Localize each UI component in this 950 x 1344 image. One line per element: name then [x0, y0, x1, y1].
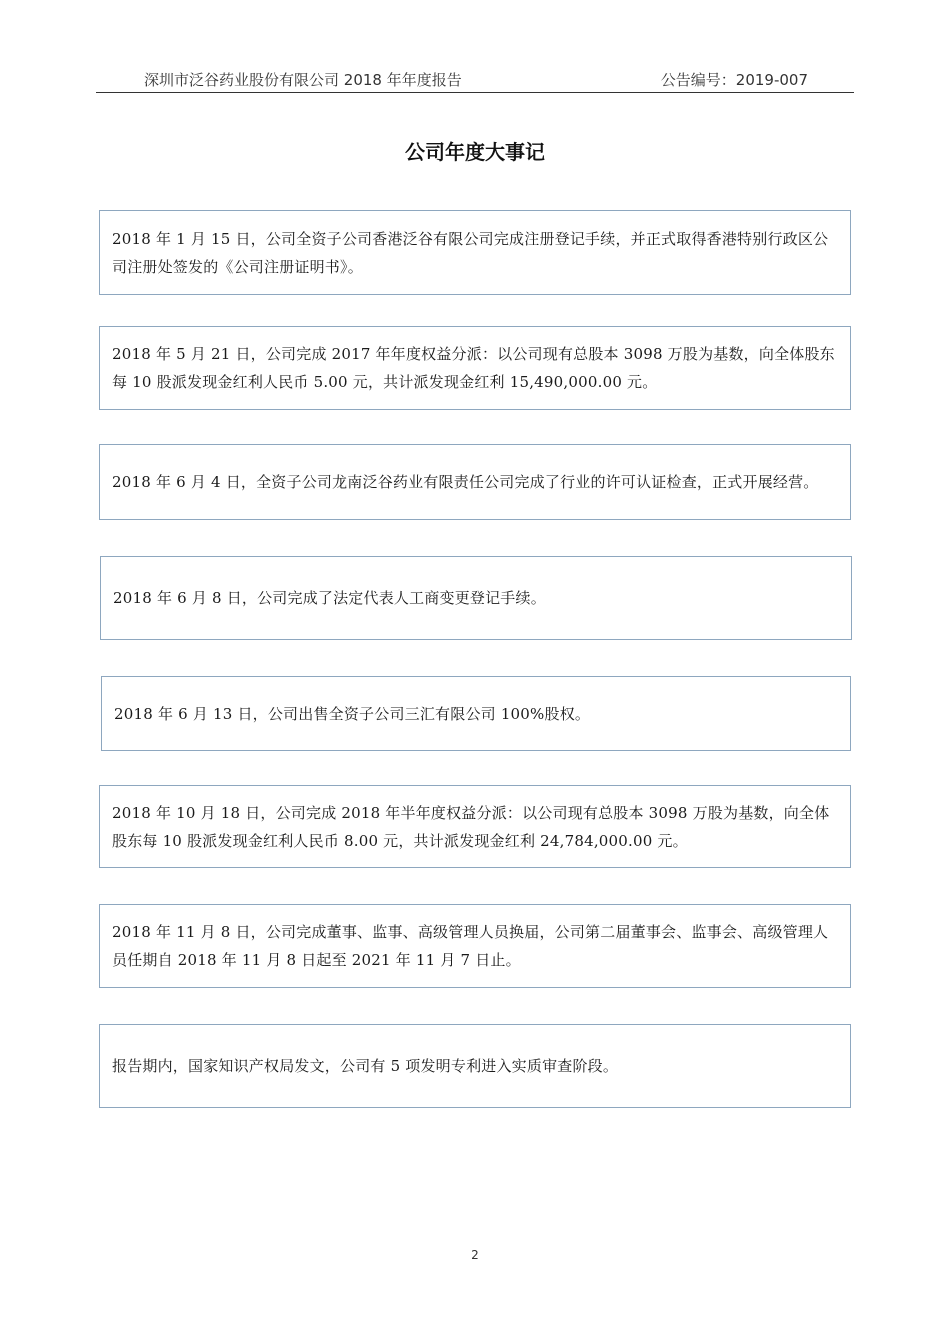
event-text: 2018 年 6 月 4 日，全资子公司龙南泛谷药业有限责任公司完成了行业的许可认证检查，正式开展经营。 — [112, 473, 819, 491]
header-announcement-number: 公告编号：2019-007 — [660, 71, 808, 89]
event-box — [99, 326, 851, 410]
event-box — [99, 904, 851, 988]
page-title: 公司年度大事记 — [405, 140, 545, 164]
event-text: 报告期内，国家知识产权局发文，公司有 5 项发明专利进入实质审查阶段。 — [112, 1057, 619, 1075]
event-text: 2018 年 11 月 8 日，公司完成董事、监事、高级管理人员换届，公司第二届董事会、监事会、高级管理人员任期自 2018 年 11 月 8 日起至 2021 年 11 月 7 日止。 — [112, 923, 829, 969]
event-text: 2018 年 1 月 15 日，公司全资子公司香港泛谷有限公司完成注册登记手续，并正式取得香港特别行政区公司注册处签发的《公司注册证明书》。 — [112, 229, 829, 276]
event-box — [99, 444, 851, 520]
page-number: 2 — [471, 1248, 479, 1262]
event-text: 2018 年 10 月 18 日，公司完成 2018 年半年度权益分派：以公司现有总股本 3098 万股为基数，向全体股东每 10 股派发现金红利人民币 8.00 元，共计派发现金红利 24,784,000.00 元。 — [112, 803, 830, 850]
event-box — [99, 210, 851, 295]
event-text: 2018 年 5 月 21 日，公司完成 2017 年年度权益分派：以公司现有总股本 3098 万股为基数，向全体股东每 10 股派发现金红利人民币 5.00 元，共计派发现金红利 15,490,000.00 元。 — [112, 345, 835, 391]
event-box — [99, 785, 851, 868]
event-box — [101, 676, 851, 751]
event-box — [99, 1024, 851, 1108]
event-text: 2018 年 6 月 8 日，公司完成了法定代表人工商变更登记手续。 — [113, 589, 546, 607]
event-box — [100, 556, 852, 640]
event-text: 2018 年 6 月 13 日，公司出售全资子公司三汇有限公司 100%股权。 — [114, 704, 591, 723]
page-header — [96, 66, 854, 93]
header-report-title: 深圳市泛谷药业股份有限公司 2018 年年度报告 — [144, 71, 462, 89]
